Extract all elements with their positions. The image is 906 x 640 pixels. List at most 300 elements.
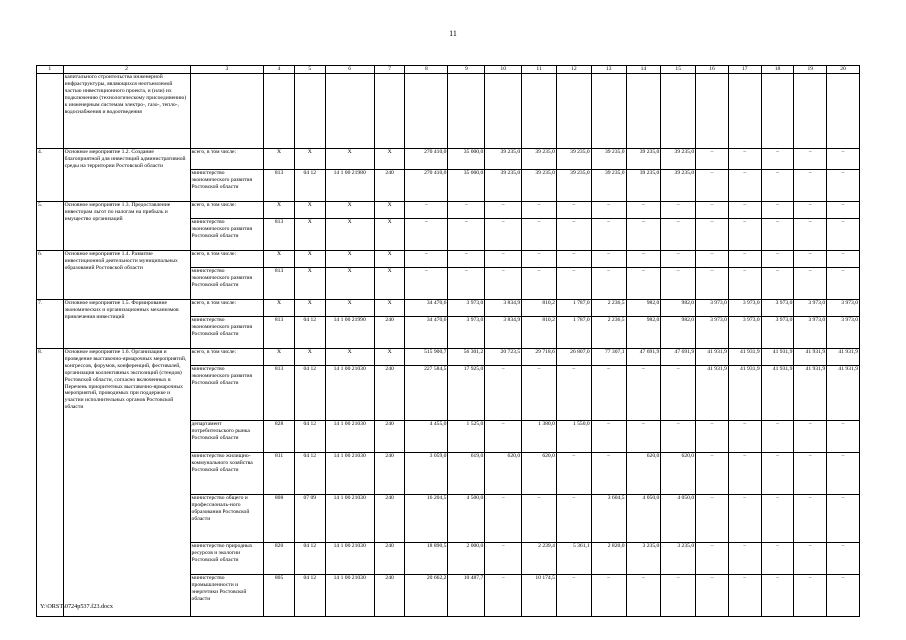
value-cell: –	[485, 219, 522, 251]
value-cell: 34 470,6	[405, 300, 448, 317]
value-cell: 41 931,9	[696, 366, 729, 421]
footer-file-path: Y:\ORST\0724p537.f23.docx	[40, 603, 113, 610]
value-cell: Х	[264, 251, 295, 268]
value-cell: 820	[264, 543, 295, 575]
value-cell: –	[485, 421, 522, 453]
value-cell: –	[556, 251, 591, 268]
value-cell: 14 1 00 21980	[325, 170, 374, 202]
value-cell: –	[728, 149, 761, 170]
value-cell: –	[728, 219, 761, 251]
value-cell: –	[794, 543, 827, 575]
value-cell: –	[761, 251, 794, 268]
value-cell: –	[696, 268, 729, 300]
value-cell: 14 1 00 21030	[325, 366, 374, 421]
value-cell: 41 931,9	[827, 349, 860, 366]
value-cell: 04 12	[294, 170, 325, 202]
value-cell: 808	[264, 495, 295, 543]
value-cell: –	[696, 251, 729, 268]
value-cell: 2 236,5	[591, 317, 626, 349]
table-row	[37, 251, 860, 268]
value-cell: –	[696, 149, 729, 170]
value-cell	[325, 74, 374, 149]
value-cell: –	[485, 495, 522, 543]
value-cell: –	[761, 495, 794, 543]
value-cell: 3 235,0	[626, 543, 661, 575]
value-cell: –	[827, 149, 860, 170]
value-cell: 39 235,0	[522, 170, 557, 202]
value-cell: –	[556, 575, 591, 617]
value-cell: 4 500,0	[448, 495, 485, 543]
value-cell	[728, 74, 761, 149]
executor-cell: всего, в том числе:	[190, 300, 264, 317]
value-cell: 3 973,0	[448, 317, 485, 349]
value-cell: –	[728, 421, 761, 453]
header-cell: 4	[264, 66, 295, 74]
value-cell	[696, 74, 729, 149]
value-cell	[522, 74, 557, 149]
value-cell: 14 1 00 21030	[325, 575, 374, 617]
value-cell: 41 931,9	[728, 349, 761, 366]
row-number: 4.	[37, 149, 64, 202]
value-cell: –	[591, 421, 626, 453]
value-cell: Х	[294, 349, 325, 366]
value-cell: –	[728, 251, 761, 268]
value-cell: 3 973,0	[728, 300, 761, 317]
value-cell: 3 973,0	[761, 300, 794, 317]
value-cell	[374, 74, 405, 149]
value-cell: 41 931,9	[761, 349, 794, 366]
value-cell: –	[696, 575, 729, 617]
activity-name: Основное мероприятие 1.5. Формирование экономических и организационных механизмов привлечения инвестиций	[63, 300, 190, 349]
value-cell: 619,0	[448, 453, 485, 495]
value-cell: 04 12	[294, 543, 325, 575]
activity-name: Основное мероприятие 1.4. Развитие инвестиционной деятельности муниципальных образований Ростовской области	[63, 251, 190, 300]
value-cell: –	[827, 575, 860, 617]
executor-cell: министерство экономического развития Ростовской области	[190, 268, 264, 300]
value-cell: –	[522, 366, 557, 421]
value-cell: 3 604,5	[591, 495, 626, 543]
value-cell: –	[556, 495, 591, 543]
value-cell: Х	[264, 149, 295, 170]
value-cell: Х	[294, 219, 325, 251]
header-cell: 3	[190, 66, 264, 74]
value-cell: Х	[325, 202, 374, 219]
value-cell: –	[661, 366, 696, 421]
value-cell: 1 787,0	[556, 317, 591, 349]
value-cell: 982,0	[626, 300, 661, 317]
value-cell: Х	[374, 349, 405, 366]
value-cell: Х	[294, 251, 325, 268]
table-row	[37, 349, 860, 366]
value-cell: 20 723,5	[485, 349, 522, 366]
executor-cell	[190, 74, 264, 149]
value-cell: 3 973,0	[448, 300, 485, 317]
header-cell: 8	[405, 66, 448, 74]
value-cell: Х	[264, 349, 295, 366]
value-cell: Х	[294, 268, 325, 300]
value-cell: –	[761, 453, 794, 495]
value-cell: 07 09	[294, 495, 325, 543]
value-cell: 10 487,7	[448, 575, 485, 617]
value-cell: Х	[374, 202, 405, 219]
value-cell: 04 12	[294, 453, 325, 495]
header-cell: 12	[556, 66, 591, 74]
value-cell: 227 584,5	[405, 366, 448, 421]
value-cell: –	[556, 453, 591, 495]
executor-cell: министерство жилищно-коммунального хозяйства Ростовской области	[190, 453, 264, 495]
value-cell: 2 000,0	[448, 543, 485, 575]
value-cell	[294, 74, 325, 149]
executor-cell: всего, в том числе:	[190, 349, 264, 366]
value-cell: 620,0	[661, 453, 696, 495]
value-cell: –	[485, 366, 522, 421]
value-cell: –	[522, 268, 557, 300]
header-cell: 7	[374, 66, 405, 74]
value-cell: 3 235,0	[661, 543, 696, 575]
value-cell	[591, 74, 626, 149]
value-cell: –	[661, 219, 696, 251]
value-cell: 4 455,0	[405, 421, 448, 453]
header-cell: 10	[485, 66, 522, 74]
value-cell: –	[661, 575, 696, 617]
value-cell: 14 1 00 21030	[325, 495, 374, 543]
value-cell: 2 820,0	[591, 543, 626, 575]
value-cell: –	[728, 268, 761, 300]
value-cell: –	[556, 366, 591, 421]
value-cell: –	[794, 421, 827, 453]
value-cell: –	[556, 202, 591, 219]
value-cell: 2 236,5	[591, 300, 626, 317]
value-cell: Х	[325, 251, 374, 268]
value-cell: 39 235,0	[626, 170, 661, 202]
value-cell: –	[761, 268, 794, 300]
value-cell: –	[761, 149, 794, 170]
value-cell: 240	[374, 453, 405, 495]
row-number: 7.	[37, 300, 64, 349]
value-cell: –	[728, 453, 761, 495]
value-cell: –	[794, 575, 827, 617]
value-cell: 828	[264, 421, 295, 453]
value-cell	[405, 74, 448, 149]
value-cell: –	[661, 268, 696, 300]
value-cell: –	[761, 575, 794, 617]
value-cell: –	[591, 251, 626, 268]
value-cell: –	[522, 495, 557, 543]
row-number: 5.	[37, 202, 64, 251]
value-cell: 240	[374, 170, 405, 202]
header-row	[37, 66, 860, 74]
value-cell: –	[405, 219, 448, 251]
value-cell: 29 718,6	[522, 349, 557, 366]
value-cell: –	[728, 543, 761, 575]
header-cell: 1	[37, 66, 64, 74]
value-cell: –	[696, 202, 729, 219]
value-cell: 813	[264, 268, 295, 300]
value-cell: 04 12	[294, 317, 325, 349]
row-number	[37, 74, 64, 149]
value-cell: 04 12	[294, 366, 325, 421]
header-cell: 14	[626, 66, 661, 74]
activity-name: Основное мероприятие 1.6. Организация и проведение выставочно-ярмарочных мероприятий, конгрессов, форумов, конференций, фестивалей, организация коллективных экспозиций (стендов) Ростовской области, согласно включенных в Перечень приоритетных выставочно-ярмарочных мероприятий, проводимых при поддержке и участии исполнительных органов Ростовской области	[63, 349, 190, 617]
value-cell: Х	[374, 251, 405, 268]
value-cell: –	[556, 268, 591, 300]
value-cell: 14 1 00 21030	[325, 453, 374, 495]
value-cell: 240	[374, 421, 405, 453]
value-cell: 620,0	[626, 453, 661, 495]
value-cell: 39 235,0	[626, 149, 661, 170]
header-cell: 9	[448, 66, 485, 74]
header-cell: 15	[661, 66, 696, 74]
value-cell: –	[626, 251, 661, 268]
value-cell: 240	[374, 317, 405, 349]
value-cell: 3 834,9	[485, 317, 522, 349]
value-cell: 3 973,0	[794, 300, 827, 317]
value-cell: 04 12	[294, 575, 325, 617]
value-cell: 39 235,0	[591, 170, 626, 202]
executor-cell: министерство общего и профессиональ-ного образования Ростовской области	[190, 495, 264, 543]
value-cell: 805	[264, 575, 295, 617]
executor-cell: всего, в том числе:	[190, 202, 264, 219]
value-cell: –	[522, 202, 557, 219]
value-cell: –	[827, 421, 860, 453]
value-cell: –	[626, 421, 661, 453]
value-cell: –	[626, 219, 661, 251]
value-cell: 3 973,0	[827, 317, 860, 349]
value-cell: 813	[264, 317, 295, 349]
value-cell: –	[448, 268, 485, 300]
value-cell: 240	[374, 366, 405, 421]
activity-name: Основное мероприятие 1.2. Создание благоприятной для инвестиций административной среды на территории Ростовской области	[63, 149, 190, 202]
value-cell	[761, 74, 794, 149]
value-cell: –	[661, 251, 696, 268]
value-cell: 14 1 00 21030	[325, 421, 374, 453]
value-cell: –	[448, 202, 485, 219]
value-cell: Х	[264, 300, 295, 317]
value-cell: Х	[374, 149, 405, 170]
value-cell: –	[591, 268, 626, 300]
value-cell: 813	[264, 170, 295, 202]
header-cell: 20	[827, 66, 860, 74]
value-cell: 39 235,0	[661, 149, 696, 170]
value-cell: 3 973,0	[794, 317, 827, 349]
value-cell: –	[827, 251, 860, 268]
value-cell: 47 691,9	[626, 349, 661, 366]
value-cell: –	[591, 366, 626, 421]
value-cell: 35 000,0	[448, 149, 485, 170]
value-cell: 240	[374, 495, 405, 543]
value-cell: 240	[374, 575, 405, 617]
table-row	[37, 74, 860, 149]
value-cell: 20 662,2	[405, 575, 448, 617]
value-cell: 77 307,1	[591, 349, 626, 366]
value-cell: Х	[325, 349, 374, 366]
value-cell: Х	[264, 202, 295, 219]
value-cell: –	[696, 219, 729, 251]
activity-name: Основное мероприятие 1.3. Предоставление инвесторам льгот по налогам на прибыль и имущество организаций	[63, 202, 190, 251]
value-cell: 41 931,9	[827, 366, 860, 421]
value-cell: 3 973,0	[696, 317, 729, 349]
value-cell: 1 787,0	[556, 300, 591, 317]
value-cell: –	[626, 268, 661, 300]
value-cell	[448, 74, 485, 149]
value-cell: 35 000,0	[448, 170, 485, 202]
value-cell: 3 973,0	[728, 317, 761, 349]
value-cell: –	[556, 219, 591, 251]
value-cell: 39 235,0	[591, 149, 626, 170]
value-cell: 10 174,5	[522, 575, 557, 617]
value-cell: 41 931,9	[761, 366, 794, 421]
value-cell: Х	[374, 219, 405, 251]
value-cell: 515 900,7	[405, 349, 448, 366]
value-cell: 813	[264, 219, 295, 251]
value-cell: Х	[325, 300, 374, 317]
value-cell: –	[485, 543, 522, 575]
value-cell: Х	[374, 268, 405, 300]
value-cell: 982,0	[626, 317, 661, 349]
value-cell: –	[696, 170, 729, 202]
value-cell	[485, 74, 522, 149]
value-cell: Х	[325, 149, 374, 170]
value-cell: –	[827, 170, 860, 202]
value-cell: 982,0	[661, 317, 696, 349]
value-cell: –	[794, 202, 827, 219]
value-cell: 39 235,0	[485, 170, 522, 202]
value-cell: 18 890,5	[405, 543, 448, 575]
value-cell: 3 059,0	[405, 453, 448, 495]
value-cell: –	[626, 202, 661, 219]
value-cell: –	[626, 366, 661, 421]
row-number: 8.	[37, 349, 64, 617]
value-cell: –	[405, 202, 448, 219]
table-row	[37, 149, 860, 170]
value-cell: Х	[294, 202, 325, 219]
value-cell: 39 235,0	[556, 170, 591, 202]
value-cell: 5 361,1	[556, 543, 591, 575]
value-cell: 2 239,4	[522, 543, 557, 575]
value-cell: 4 050,0	[661, 495, 696, 543]
value-cell: 3 973,0	[761, 317, 794, 349]
value-cell: –	[696, 421, 729, 453]
header-cell: 18	[761, 66, 794, 74]
value-cell: –	[591, 453, 626, 495]
value-cell	[661, 74, 696, 149]
value-cell: 47 691,9	[661, 349, 696, 366]
value-cell: 620,0	[485, 453, 522, 495]
value-cell: 39 235,0	[556, 149, 591, 170]
header-cell: 11	[522, 66, 557, 74]
value-cell: 34 470,6	[405, 317, 448, 349]
value-cell: –	[485, 575, 522, 617]
executor-cell: всего, в том числе:	[190, 149, 264, 170]
value-cell: –	[728, 575, 761, 617]
value-cell: –	[794, 149, 827, 170]
value-cell: 14 1 00 21030	[325, 543, 374, 575]
value-cell: –	[728, 202, 761, 219]
value-cell: 811	[264, 453, 295, 495]
value-cell: 26 807,0	[556, 349, 591, 366]
value-cell: –	[696, 495, 729, 543]
value-cell: 4 050,0	[626, 495, 661, 543]
value-cell: 270 410,0	[405, 170, 448, 202]
table-row	[37, 300, 860, 317]
value-cell: 41 931,9	[794, 366, 827, 421]
value-cell: 270 410,0	[405, 149, 448, 170]
value-cell: –	[405, 251, 448, 268]
value-cell: 620,0	[522, 453, 557, 495]
value-cell: Х	[374, 300, 405, 317]
value-cell: 41 931,9	[794, 349, 827, 366]
header-cell: 17	[728, 66, 761, 74]
value-cell: Х	[325, 268, 374, 300]
value-cell: 41 931,9	[728, 366, 761, 421]
value-cell: –	[761, 202, 794, 219]
value-cell: –	[448, 251, 485, 268]
executor-cell: всего, в том числе:	[190, 251, 264, 268]
value-cell: Х	[325, 219, 374, 251]
value-cell: –	[485, 268, 522, 300]
value-cell: 810,2	[522, 300, 557, 317]
value-cell: –	[794, 268, 827, 300]
value-cell	[264, 74, 295, 149]
value-cell: –	[591, 575, 626, 617]
value-cell: –	[448, 219, 485, 251]
value-cell: –	[827, 543, 860, 575]
value-cell: Х	[294, 149, 325, 170]
value-cell: –	[591, 219, 626, 251]
value-cell: –	[794, 170, 827, 202]
executor-cell: департамент потребительского рынка Ростовской области	[190, 421, 264, 453]
value-cell: –	[827, 268, 860, 300]
value-cell: 1 525,0	[448, 421, 485, 453]
value-cell: –	[522, 251, 557, 268]
value-cell: 14 1 00 21990	[325, 317, 374, 349]
value-cell: 39 235,0	[485, 149, 522, 170]
header-cell: 6	[325, 66, 374, 74]
header-cell: 5	[294, 66, 325, 74]
value-cell: –	[761, 219, 794, 251]
value-cell: –	[522, 219, 557, 251]
value-cell: –	[728, 495, 761, 543]
value-cell: –	[591, 202, 626, 219]
executor-cell: министерство экономического развития Ростовской области	[190, 317, 264, 349]
value-cell: 16 204,5	[405, 495, 448, 543]
value-cell: –	[626, 575, 661, 617]
value-cell: 04 12	[294, 421, 325, 453]
value-cell: 3 973,0	[827, 300, 860, 317]
header-cell: 13	[591, 66, 626, 74]
value-cell: –	[794, 453, 827, 495]
budget-table	[36, 65, 860, 617]
value-cell: Х	[294, 300, 325, 317]
value-cell: 1 380,0	[522, 421, 557, 453]
executor-cell: министерство природных ресурсов и экологии Ростовской области	[190, 543, 264, 575]
executor-cell: министерство экономического развития Ростовской области	[190, 366, 264, 421]
value-cell: 39 235,0	[661, 170, 696, 202]
value-cell	[626, 74, 661, 149]
value-cell	[556, 74, 591, 149]
value-cell: –	[794, 219, 827, 251]
value-cell: 56 301,2	[448, 349, 485, 366]
executor-cell: министерство экономического развития Ростовской области	[190, 170, 264, 202]
value-cell: –	[761, 421, 794, 453]
value-cell: –	[794, 251, 827, 268]
value-cell: –	[661, 202, 696, 219]
value-cell: –	[661, 421, 696, 453]
value-cell: –	[794, 495, 827, 543]
value-cell: 982,0	[661, 300, 696, 317]
value-cell: –	[696, 543, 729, 575]
value-cell: 3 973,0	[696, 300, 729, 317]
